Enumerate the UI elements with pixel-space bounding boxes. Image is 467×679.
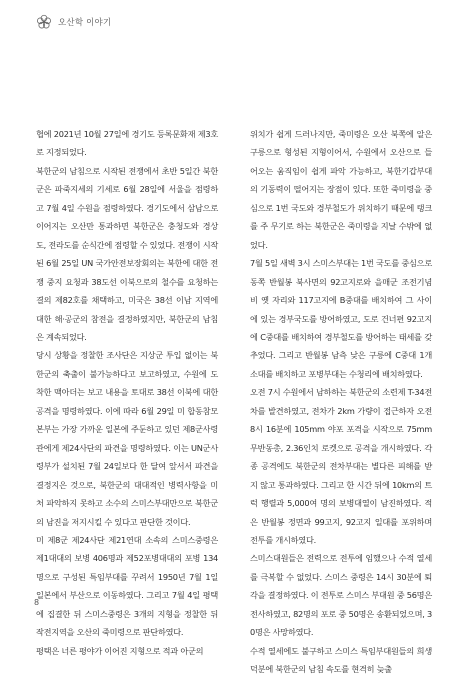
header-title: 오산학 이야기	[58, 18, 112, 28]
flower-emblem-icon	[36, 14, 52, 30]
paragraph: 당시 상황을 정찰한 조사단은 지상군 투입 없이는 북한군의 축출이 불가능하다고 보고하였고, 수원에 도착한 맥아더는 보고 내용을 토대로 38선 이북에 대한 공격을 명령하였다. 이에 따라 6월 29일 미 합동참모본부는 가장 가까운 일본에 주둔하고 있던 제8군사령관에게 제24사단의 파견을 명령하였다. 이는 UN군사령부가 설치된 7월 24일보다 한 달여 앞서서 파견을 결정지은 것으로, 북한군의 대대적인 병력사항을 미처 파악하지 못하고 소수의 스미스부대만으로 북한군의 남진을 저지시킬 수 있다고 판단한 것이다.	[36, 350, 218, 527]
paragraph: 협에 2021년 10월 27일에 경기도 등록문화재 제3호로 지정되었다.	[36, 129, 218, 158]
paragraph: 수적 열세에도 불구하고 스미스 특임부대원들의 희생 덕분에 북한군의 남침 속도를 현격히 늦출	[250, 645, 432, 675]
right-text-column	[250, 125, 432, 679]
page-header	[36, 14, 111, 30]
left-text-column	[36, 125, 218, 660]
paragraph: 스미스대원들은 전력으로 전투에 임했으나 수적 열세를 극복할 수 없었다. 스미스 중령은 14시 30분에 퇴각을 결정하였다. 이 전투로 스미스 부대원 중 56명은 전사하였고, 82명의 포로 중 50명은 송환되었으며, 30명은 사망하였다.	[250, 553, 432, 638]
page-number: 8	[34, 598, 40, 607]
paragraph: 7월 5일 새벽 3시 스미스부대는 1번 국도를 중심으로 동쪽 반월봉 북사면의 92고지로와 을매군 조전기념비 옛 자리와 117고지에 B중대를 배치하여 그 사이에 있는 경부국도를 방어하였고, 도로 건너편 92고지에 C중대를 배치하여 경부철도를 방어하는 태세를 갖추었다. 그리고 반월봉 남측 낮은 구릉에 C중대 1개 소대를 배치하고 포병부대는 수청리에 배치하였다.	[250, 258, 432, 379]
paragraph: 북한군의 남침으로 시작된 전쟁에서 초반 5일간 북한군은 파죽지세의 기세로 6월 28일에 서울을 점령하고 7월 4일 수원을 점령하였다. 경기도에서 삼남으로 이어지는 오산만 통과하면 북한군은 충청도와 경상도, 전라도를 순식간에 점령할 수 있었다. 전쟁이 시작된 6월 25일 UN 국가안전보장회의는 북한에 대한 전쟁 중지 요청과 38도선 이북으로의 철수를 요청하는 결의 제82호를 채택하고, 미국은 38선 이남 지역에 대한 해·공군의 참전을 결정하였지만, 북한군의 남침은 계속되었다.	[36, 165, 219, 342]
paragraph: 평택은 너른 평야가 이어진 지형으로 적과 아군의	[36, 645, 204, 656]
paragraph: 미 제8군 제24사단 제21연대 소속의 스미스중령은 제1대대의 보병 406명과 제52포병대대의 포병 134명으로 구성된 특임부대를 꾸려서 1950년 7월 1일 일본에서 부산으로 이동하였다. 그리고 7월 4일 평택에 집결한 뒤 스미스중령은 3개의 지형을 정찰한 뒤 작전지역을 오산의 죽미령으로 판단하였다.	[36, 534, 218, 638]
paragraph: 오전 7시 수원에서 남하하는 북한군의 소련제 T-34전차를 발견하였고, 전차가 2km 가량이 접근하자 오전 8시 16분에 105mm 야포 포격을 시작으로 75mm 무반동총, 2.36인치 로켓으로 공격을 개시하였다. 각종 공격에도 북한군의 전차부대는 별다른 피해를 받지 않고 통과하였다. 그리고 한 시간 뒤에 10km의 트럭 행렬과 5,000여 명의 보병대열이 남진하였다. 적은 반월봉 정면과 99고지, 92고지 일대를 포위하며 전투를 개시하였다.	[250, 387, 432, 545]
paragraph: 위치가 쉽게 드러나지만, 죽미령은 오산 북쪽에 알은 구릉으로 형성된 지형이어서, 수원에서 오산으로 들어오는 움직임이 쉽게 파악 가능하고, 북한기갑부대의 기동력이 떨어지는 장점이 있다. 또한 죽미령을 중심으로 1번 국도와 경부철도가 위치하기 때문에 탱크를 주 무기로 하는 북한군은 죽미령을 지날 수밖에 없었다.	[250, 129, 432, 250]
